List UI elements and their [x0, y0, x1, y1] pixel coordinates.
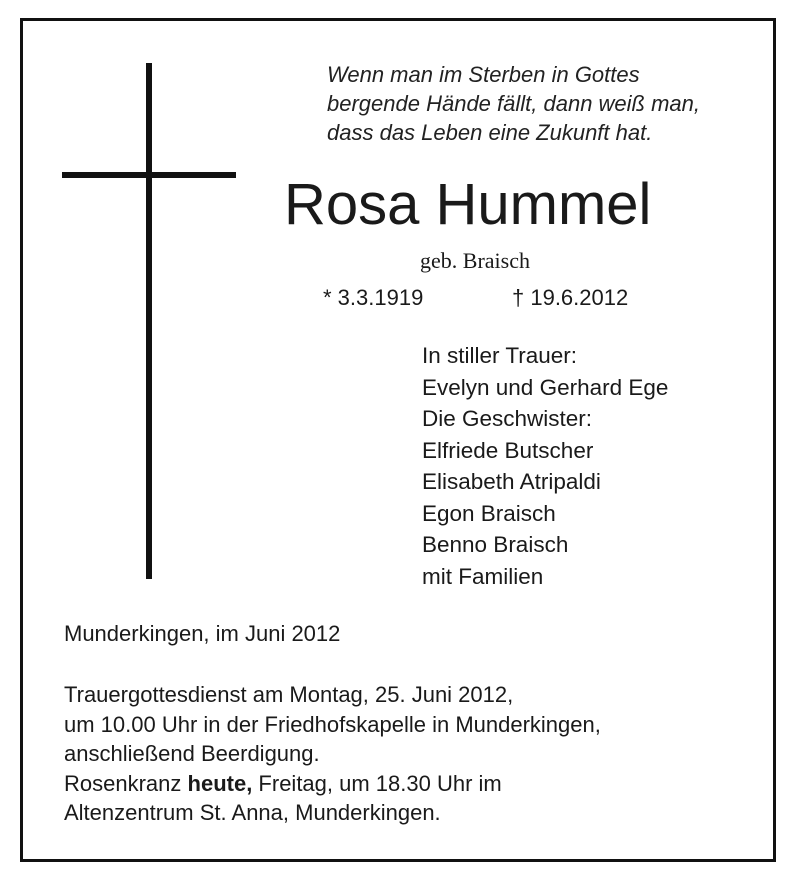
service-line: anschließend Beerdigung. [64, 741, 320, 766]
service-line: Altenzentrum St. Anna, Munderkingen. [64, 800, 441, 825]
birth-date: * 3.3.1919 [323, 285, 424, 310]
service-text-bold: heute, [187, 770, 253, 796]
mourner-line: Egon Braisch [422, 500, 556, 526]
quote-block [327, 60, 700, 147]
death-date: † 19.6.2012 [512, 285, 629, 310]
service-line [64, 769, 601, 799]
mourners-intro: In stiller Trauer: [422, 343, 578, 368]
place-date: Munderkingen, im Juni 2012 [64, 621, 341, 646]
mourner-line: Benno Braisch [422, 532, 569, 557]
mourner-line: Elisabeth Atripaldi [422, 469, 601, 494]
mourner-line: Die Geschwister: [422, 406, 593, 431]
service-block [64, 680, 601, 828]
deceased-name: Rosa Hummel [284, 172, 652, 237]
cross-icon-vertical-bar [146, 63, 152, 579]
service-line: um 10.00 Uhr in der Friedhofskapelle in Munderkingen, [64, 711, 601, 737]
service-line: Trauergottesdienst am Montag, 25. Juni 2012, [64, 682, 514, 707]
mourners-block [422, 340, 668, 592]
quote-line: bergende Hände fällt, dann weiß man, [327, 91, 701, 116]
service-text: Freitag, um 18.30 Uhr im [252, 770, 502, 796]
mourner-line: Elfriede Butscher [422, 437, 594, 463]
quote-line: Wenn man im Sterben in Gottes [327, 62, 640, 87]
mourner-line: mit Familien [422, 563, 544, 589]
cross-icon-horizontal-bar [62, 172, 236, 178]
born-name: geb. Braisch [420, 248, 530, 273]
service-text: Rosenkranz [64, 770, 188, 796]
mourner-line: Evelyn und Gerhard Ege [422, 374, 669, 400]
quote-line: dass das Leben eine Zukunft hat. [327, 120, 653, 145]
